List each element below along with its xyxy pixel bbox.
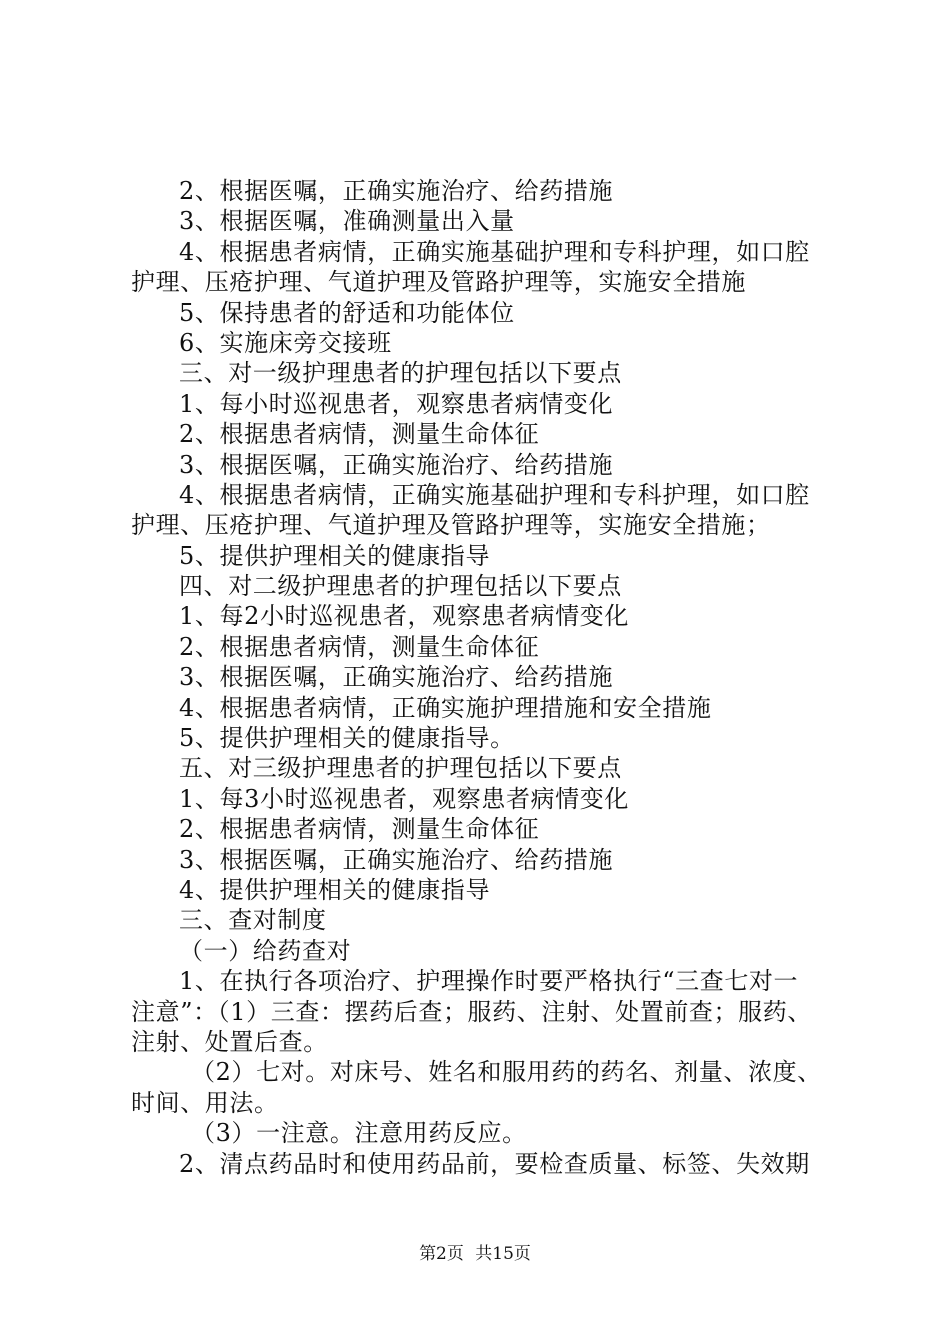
text-line: 1、每3小时巡视患者，观察患者病情变化 bbox=[179, 784, 629, 813]
text-line: 2、清点药品时和使用药品前，要检查质量、标签、失效期 bbox=[179, 1149, 810, 1178]
page-footer bbox=[0, 1244, 950, 1264]
text-line: 三、查对制度 bbox=[179, 906, 327, 935]
text-line: 注意”：（1）三查：摆药后查；服药、注射、处置前查；服药、 bbox=[131, 997, 812, 1026]
text-line: 时间、用法。 bbox=[131, 1088, 279, 1117]
text-line: 5、提供护理相关的健康指导 bbox=[179, 541, 491, 570]
text-line: 注射、处置后查。 bbox=[131, 1027, 328, 1056]
text-line: 2、根据医嘱，正确实施治疗、给药措施 bbox=[179, 177, 614, 205]
text-line: 五、对三级护理患者的护理包括以下要点 bbox=[179, 754, 622, 783]
text-line: 6、实施床旁交接班 bbox=[179, 328, 392, 357]
text-line: 2、根据患者病情，测量生命体征 bbox=[179, 420, 540, 449]
text-line: 3、根据医嘱，正确实施治疗、给药措施 bbox=[179, 663, 614, 692]
text-line: 1、在执行各项治疗、护理操作时要严格执行“三查七对一 bbox=[179, 967, 799, 996]
page-total: 共15页 bbox=[475, 1244, 531, 1264]
document-body bbox=[131, 176, 851, 1179]
text-line: 2、根据患者病情，测量生命体征 bbox=[179, 632, 540, 661]
text-line: 1、每2小时巡视患者，观察患者病情变化 bbox=[179, 602, 629, 631]
text-line: 护理、压疮护理、气道护理及管路护理等，实施安全措施 bbox=[131, 268, 746, 297]
text-line: 四、对二级护理患者的护理包括以下要点 bbox=[179, 572, 622, 601]
text-line: 3、根据医嘱，正确实施治疗、给药措施 bbox=[179, 450, 614, 479]
text-line: 5、保持患者的舒适和功能体位 bbox=[179, 298, 515, 327]
text-line: 4、根据患者病情，正确实施基础护理和专科护理，如口腔 bbox=[179, 480, 810, 509]
text-line: （一）给药查对 bbox=[179, 936, 352, 965]
text-line: 护理、压疮护理、气道护理及管路护理等，实施安全措施； bbox=[131, 511, 771, 540]
text-line: 3、根据医嘱，准确测量出入量 bbox=[179, 207, 515, 236]
text-line: 1、每小时巡视患者，观察患者病情变化 bbox=[179, 389, 614, 418]
page-number: 第2页 bbox=[419, 1244, 464, 1264]
text-line: （2）七对。对床号、姓名和服用药的药名、剂量、浓度、 bbox=[191, 1058, 822, 1087]
text-line: （3）一注意。注意用药反应。 bbox=[191, 1119, 527, 1148]
text-line: 4、根据患者病情，正确实施护理措施和安全措施 bbox=[179, 693, 712, 722]
text-line: 2、根据患者病情，测量生命体征 bbox=[179, 815, 540, 844]
text-line: 4、提供护理相关的健康指导 bbox=[179, 875, 491, 904]
text-line: 4、根据患者病情，正确实施基础护理和专科护理，如口腔 bbox=[179, 237, 810, 266]
text-line: 三、对一级护理患者的护理包括以下要点 bbox=[179, 359, 622, 388]
text-line: 3、根据医嘱，正确实施治疗、给药措施 bbox=[179, 845, 614, 874]
text-line: 5、提供护理相关的健康指导。 bbox=[179, 724, 515, 753]
